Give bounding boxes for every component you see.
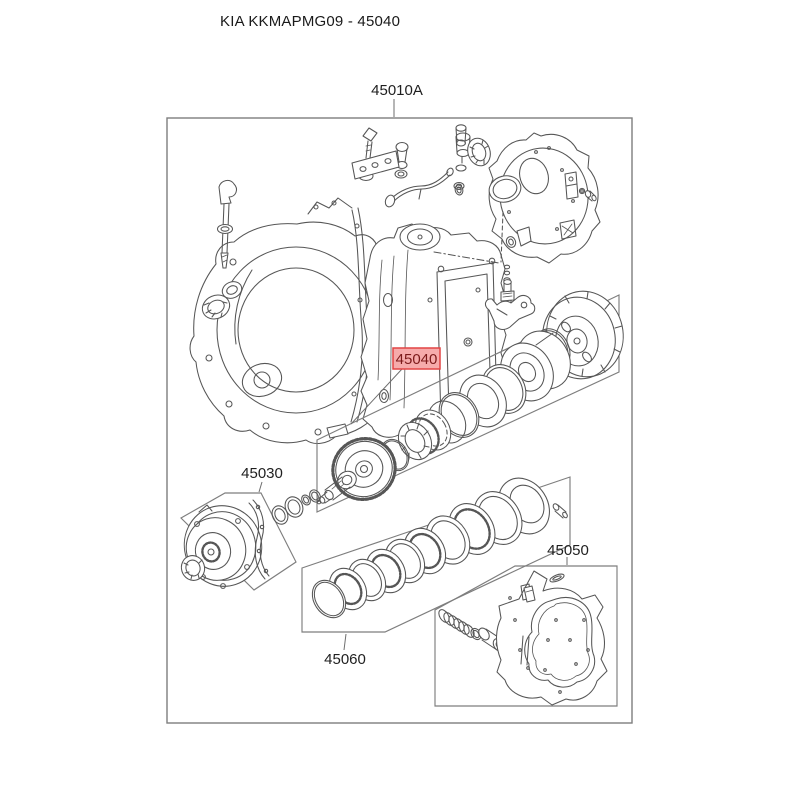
body-o-ring bbox=[549, 572, 565, 583]
pump-body bbox=[174, 496, 272, 597]
label-45030[interactable]: 45030 bbox=[241, 465, 283, 482]
valve-body-block bbox=[497, 571, 608, 705]
rear-cover bbox=[486, 133, 600, 263]
oil-pipe bbox=[384, 167, 464, 208]
catalog-title: KIA KKMAPMG09 - 45040 bbox=[220, 13, 401, 30]
label-45050[interactable]: 45050 bbox=[547, 542, 589, 559]
leader-45030 bbox=[259, 482, 262, 492]
oil-pump-drawing bbox=[174, 494, 306, 597]
label-45060[interactable]: 45060 bbox=[324, 651, 366, 668]
label-45040[interactable]: 45040 bbox=[395, 351, 438, 368]
label-45010A[interactable]: 45010A bbox=[371, 82, 423, 99]
pump-o-rings bbox=[269, 494, 306, 527]
valve-spring bbox=[437, 608, 477, 639]
valve-body-drawing bbox=[437, 571, 607, 705]
leader-45060 bbox=[344, 634, 346, 650]
kit-bolt bbox=[552, 503, 568, 519]
highlighted-part-label[interactable] bbox=[393, 348, 440, 369]
